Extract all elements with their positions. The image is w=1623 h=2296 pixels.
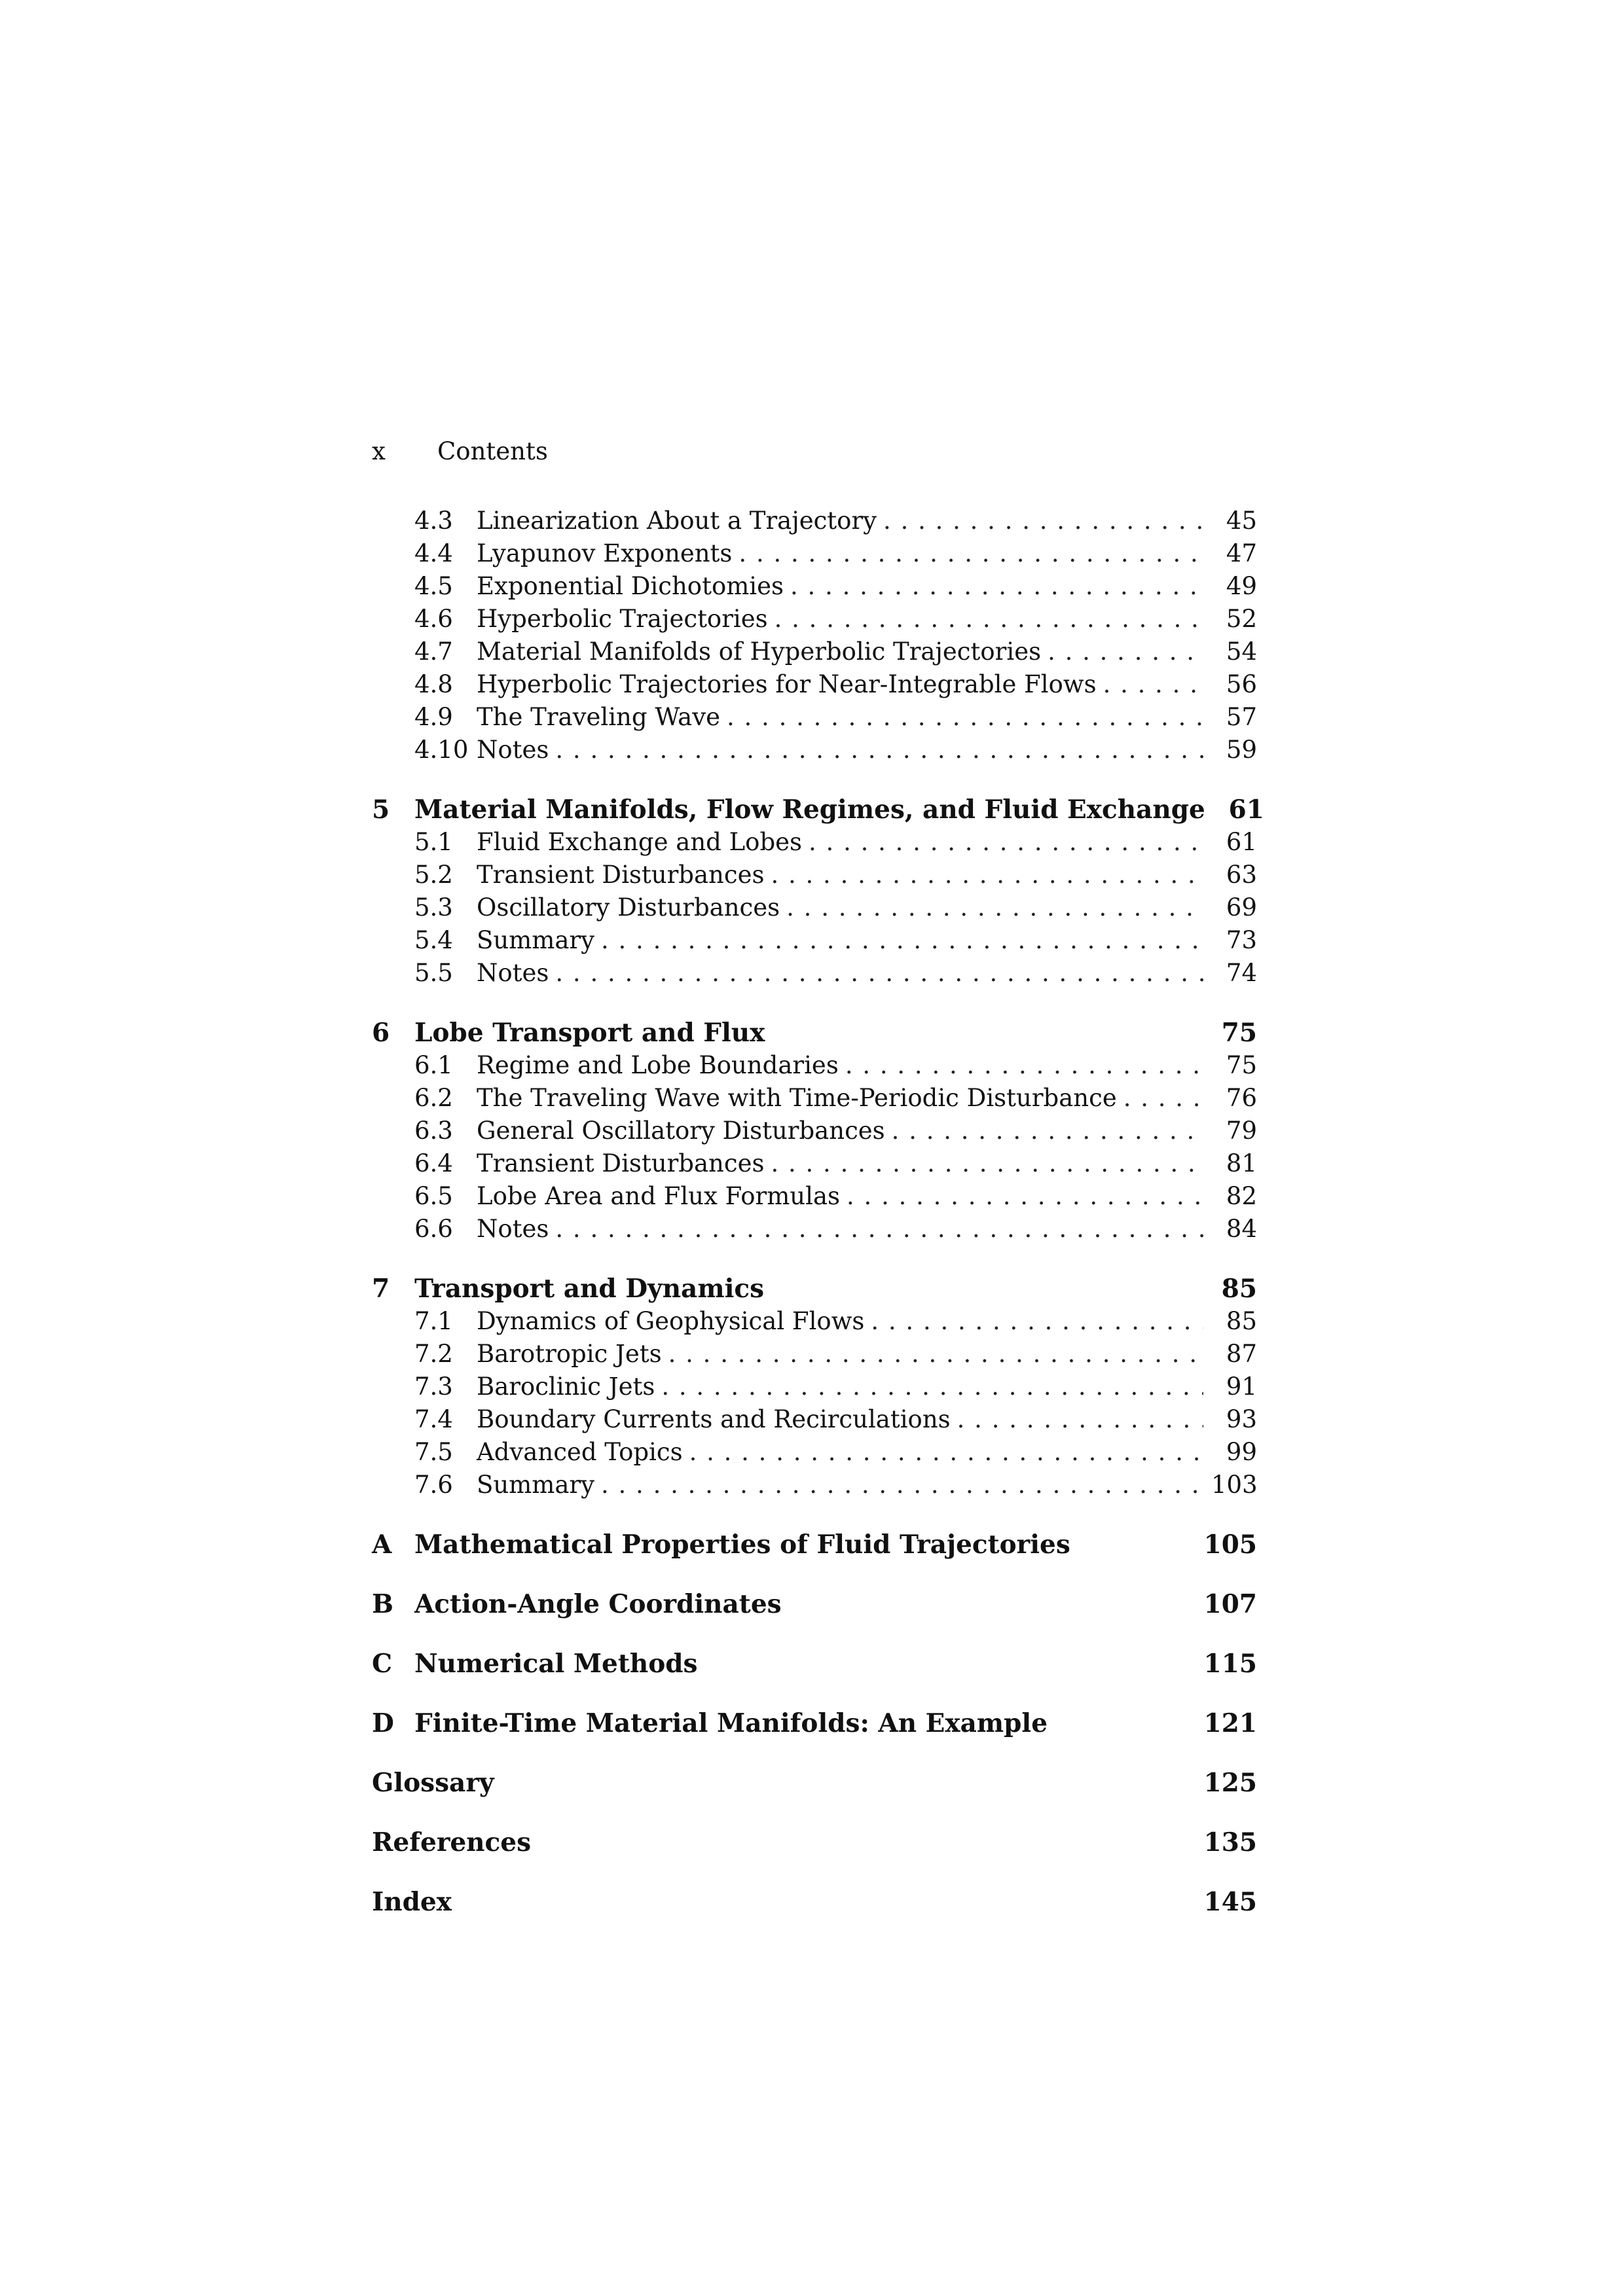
backmatter-page: 135: [1203, 1827, 1257, 1857]
toc-section-6-2[interactable]: [372, 1082, 1257, 1115]
toc-section-7-4[interactable]: [372, 1403, 1257, 1436]
appendix-title: Mathematical Properties of Fluid Trajectories: [414, 1530, 1070, 1560]
section-title: Fluid Exchange and Lobes: [477, 828, 803, 856]
section-page: 61: [1226, 828, 1257, 856]
appendix-page: 105: [1203, 1530, 1257, 1560]
section-title: Transient Disturbances: [477, 1149, 765, 1177]
dot-leader: [771, 1147, 1203, 1180]
section-page: 87: [1226, 1340, 1257, 1368]
toc-section-4-5[interactable]: [372, 570, 1257, 603]
spacer: [372, 1799, 1257, 1826]
dot-leader: [1103, 668, 1203, 701]
section-page: 74: [1226, 959, 1257, 987]
section-page: 45: [1226, 507, 1257, 535]
section-title: Advanced Topics: [477, 1438, 683, 1466]
dot-leader: [871, 1305, 1203, 1338]
section-page: 54: [1226, 637, 1257, 666]
backmatter-title: Glossary: [372, 1768, 494, 1798]
section-number: 4.6: [414, 605, 453, 633]
toc-section-4-9[interactable]: [372, 701, 1257, 734]
spacer: [372, 1561, 1257, 1588]
section-page: 75: [1226, 1051, 1257, 1079]
dot-leader: [727, 701, 1203, 734]
spacer: [372, 1680, 1257, 1707]
section-page: 82: [1226, 1182, 1257, 1210]
section-title: Regime and Lobe Boundaries: [477, 1051, 839, 1079]
section-title: The Traveling Wave: [477, 703, 721, 731]
appendix-title: Action-Angle Coordinates: [414, 1589, 782, 1619]
toc-section-6-5[interactable]: [372, 1180, 1257, 1213]
dot-leader: [555, 1213, 1203, 1246]
section-page: 56: [1226, 670, 1257, 698]
section-number: 5.4: [414, 926, 453, 954]
spacer: [372, 1246, 1257, 1272]
section-number: 5.1: [414, 828, 453, 856]
section-number: 6.4: [414, 1149, 453, 1177]
toc-appendix-a[interactable]: [372, 1528, 1257, 1561]
section-title: Lobe Area and Flux Formulas: [477, 1182, 841, 1210]
backmatter-title: References: [372, 1827, 532, 1857]
toc-chapter-5[interactable]: [372, 793, 1264, 826]
section-number: 5.5: [414, 959, 453, 987]
spacer: [372, 1501, 1257, 1528]
toc-references[interactable]: [372, 1826, 1257, 1859]
toc-section-5-4[interactable]: [372, 924, 1257, 957]
spacer: [372, 766, 1257, 793]
section-title: Summary: [477, 1471, 594, 1499]
section-title: Notes: [477, 959, 549, 987]
section-page: 99: [1226, 1438, 1257, 1466]
toc-section-6-3[interactable]: [372, 1115, 1257, 1147]
section-number: 4.5: [414, 572, 453, 600]
dot-leader: [555, 957, 1203, 990]
section-page: 91: [1226, 1372, 1257, 1401]
section-title: Hyperbolic Trajectories: [477, 605, 768, 633]
chapter-number: 5: [372, 795, 390, 825]
section-title: Boundary Currents and Recirculations: [477, 1405, 951, 1433]
section-page: 69: [1226, 893, 1257, 922]
toc-section-7-3[interactable]: [372, 1371, 1257, 1403]
section-title: Dynamics of Geophysical Flows: [477, 1307, 865, 1335]
section-page: 85: [1226, 1307, 1257, 1335]
toc-section-6-1[interactable]: [372, 1049, 1257, 1082]
toc-section-6-6[interactable]: [372, 1213, 1257, 1246]
toc-section-6-4[interactable]: [372, 1147, 1257, 1180]
toc-section-5-2[interactable]: [372, 859, 1257, 891]
section-page: 73: [1226, 926, 1257, 954]
section-number: 7.3: [414, 1372, 453, 1401]
dot-leader: [892, 1115, 1203, 1147]
backmatter-title: Index: [372, 1887, 452, 1917]
section-number: 6.6: [414, 1215, 453, 1243]
section-title: Hyperbolic Trajectories for Near-Integrable Flows: [477, 670, 1097, 698]
dot-leader: [601, 1469, 1203, 1501]
section-page: 93: [1226, 1405, 1257, 1433]
section-number: 4.4: [414, 539, 453, 567]
section-page: 63: [1226, 861, 1257, 889]
toc-section-4-8[interactable]: [372, 668, 1257, 701]
appendix-title: Numerical Methods: [414, 1649, 698, 1679]
dot-leader: [661, 1371, 1203, 1403]
chapter-title: Material Manifolds, Flow Regimes, and Fluid Exchange: [414, 795, 1205, 825]
section-page: 103: [1211, 1471, 1258, 1499]
section-title: Notes: [477, 1215, 549, 1243]
toc-appendix-c[interactable]: [372, 1647, 1257, 1680]
dot-leader: [1048, 636, 1203, 668]
chapter-title: Lobe Transport and Flux: [414, 1018, 765, 1048]
section-page: 47: [1226, 539, 1257, 567]
toc-section-4-10[interactable]: [372, 734, 1257, 766]
toc-section-7-6[interactable]: [372, 1469, 1257, 1501]
backmatter-page: 125: [1203, 1768, 1257, 1798]
section-number: 7.1: [414, 1307, 453, 1335]
spacer: [372, 990, 1257, 1016]
dot-leader: [786, 891, 1203, 924]
section-number: 5.3: [414, 893, 453, 922]
toc-section-7-2[interactable]: [372, 1338, 1257, 1371]
running-title: Contents: [437, 437, 548, 465]
dot-leader: [555, 734, 1203, 766]
section-page: 84: [1226, 1215, 1257, 1243]
section-number: 4.9: [414, 703, 453, 731]
section-page: 52: [1226, 605, 1257, 633]
toc-section-4-4[interactable]: [372, 537, 1257, 570]
section-title: The Traveling Wave with Time-Periodic Disturbance: [477, 1084, 1117, 1112]
section-number: 6.1: [414, 1051, 453, 1079]
section-number: 7.4: [414, 1405, 453, 1433]
appendix-letter: A: [372, 1530, 392, 1560]
chapter-number: 7: [372, 1274, 390, 1304]
section-title: Lyapunov Exponents: [477, 539, 733, 567]
appendix-letter: B: [372, 1589, 393, 1619]
toc-section-4-7[interactable]: [372, 636, 1257, 668]
appendix-page: 121: [1203, 1708, 1257, 1738]
toc-section-5-3[interactable]: [372, 891, 1257, 924]
dot-leader: [689, 1436, 1203, 1469]
section-number: 7.2: [414, 1340, 453, 1368]
dot-leader: [845, 1049, 1203, 1082]
section-number: 6.3: [414, 1117, 453, 1145]
dot-leader: [790, 570, 1203, 603]
toc-appendix-d[interactable]: [372, 1707, 1257, 1740]
section-title: Barotropic Jets: [477, 1340, 662, 1368]
appendix-page: 107: [1203, 1589, 1257, 1619]
toc-chapter-6[interactable]: [372, 1016, 1257, 1049]
toc-section-5-5[interactable]: [372, 957, 1257, 990]
section-title: Oscillatory Disturbances: [477, 893, 780, 922]
section-title: General Oscillatory Disturbances: [477, 1117, 885, 1145]
appendix-page: 115: [1203, 1649, 1257, 1679]
appendix-letter: D: [372, 1708, 394, 1738]
section-page: 57: [1226, 703, 1257, 731]
dot-leader: [775, 603, 1203, 636]
section-title: Linearization About a Trajectory: [477, 507, 877, 535]
section-page: 59: [1226, 736, 1257, 764]
spacer: [372, 1621, 1257, 1647]
toc-appendix-b[interactable]: [372, 1588, 1257, 1621]
section-number: 7.6: [414, 1471, 453, 1499]
section-page: 79: [1226, 1117, 1257, 1145]
dot-leader: [809, 826, 1203, 859]
section-title: Exponential Dichotomies: [477, 572, 784, 600]
dot-leader: [883, 505, 1203, 537]
section-number: 4.3: [414, 507, 453, 535]
section-page: 76: [1226, 1084, 1257, 1112]
section-number: 4.7: [414, 637, 453, 666]
section-number: 6.5: [414, 1182, 453, 1210]
section-title: Summary: [477, 926, 594, 954]
dot-leader: [1123, 1082, 1203, 1115]
section-number: 5.2: [414, 861, 453, 889]
spacer: [372, 1859, 1257, 1886]
toc-index[interactable]: [372, 1886, 1257, 1918]
section-number: 4.10: [414, 736, 469, 764]
dot-leader: [771, 859, 1203, 891]
section-number: 4.8: [414, 670, 453, 698]
toc-chapter-7[interactable]: [372, 1272, 1257, 1305]
section-number: 7.5: [414, 1438, 453, 1466]
section-number: 6.2: [414, 1084, 453, 1112]
chapter-page: 75: [1221, 1018, 1257, 1048]
dot-leader: [739, 537, 1203, 570]
appendix-letter: C: [372, 1649, 393, 1679]
toc-section-4-3[interactable]: [372, 505, 1257, 537]
dot-leader: [601, 924, 1203, 957]
spacer: [372, 1740, 1257, 1767]
chapter-number: 6: [372, 1018, 390, 1048]
toc-glossary[interactable]: [372, 1767, 1257, 1799]
backmatter-page: 145: [1203, 1887, 1257, 1917]
section-page: 49: [1226, 572, 1257, 600]
table-of-contents: [372, 505, 1264, 1918]
toc-section-7-5[interactable]: [372, 1436, 1257, 1469]
dot-leader: [847, 1180, 1203, 1213]
appendix-title: Finite-Time Material Manifolds: An Example: [414, 1708, 1048, 1738]
section-page: 81: [1226, 1149, 1257, 1177]
section-title: Transient Disturbances: [477, 861, 765, 889]
page-number: x: [372, 437, 386, 465]
toc-section-5-1[interactable]: [372, 826, 1257, 859]
section-title: Baroclinic Jets: [477, 1372, 655, 1401]
running-head: [372, 437, 548, 465]
dot-leader: [957, 1403, 1203, 1436]
chapter-title: Transport and Dynamics: [414, 1274, 765, 1304]
toc-section-7-1[interactable]: [372, 1305, 1257, 1338]
toc-section-4-6[interactable]: [372, 603, 1257, 636]
chapter-page: 85: [1221, 1274, 1257, 1304]
section-title: Notes: [477, 736, 549, 764]
dot-leader: [668, 1338, 1203, 1371]
section-title: Material Manifolds of Hyperbolic Trajectories: [477, 637, 1042, 666]
chapter-page: 61: [1228, 795, 1264, 825]
